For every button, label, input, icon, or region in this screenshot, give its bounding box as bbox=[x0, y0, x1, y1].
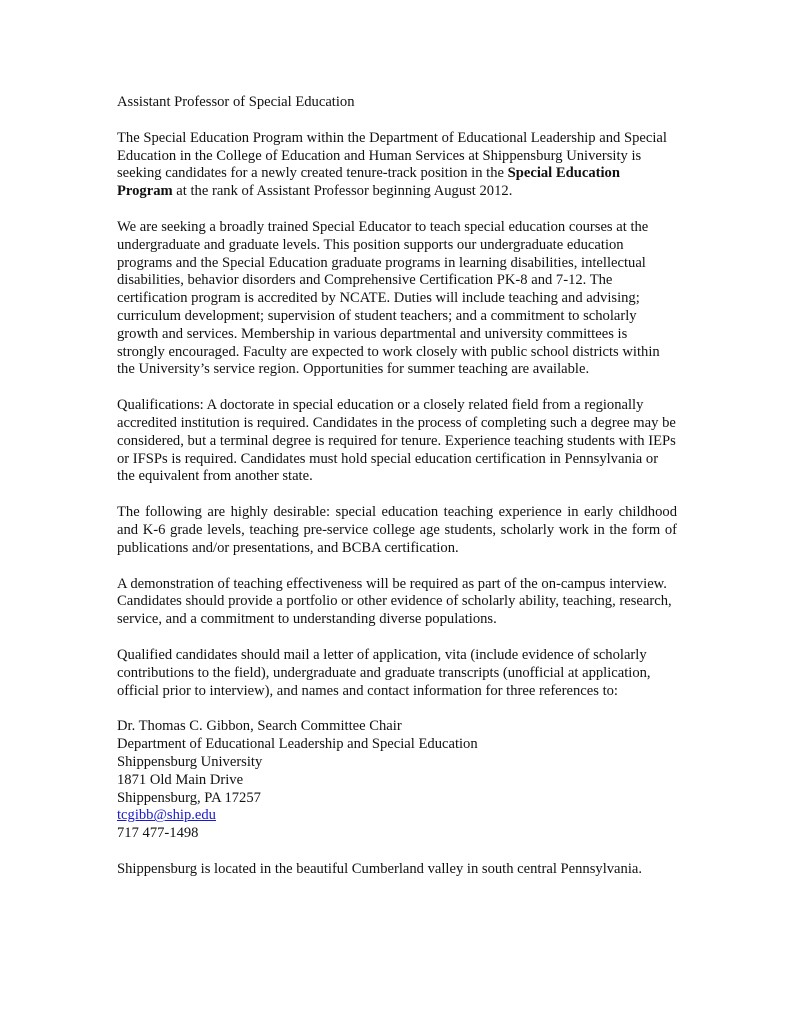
contact-city: Shippensburg, PA 17257 bbox=[117, 789, 261, 806]
closing-paragraph: Shippensburg is located in the beautiful Cumberland valley in south central Pennsylvania. bbox=[117, 860, 642, 877]
intro-program-name: Special Education Program bbox=[117, 165, 620, 200]
intro-paragraph bbox=[117, 130, 677, 201]
intro-text-before: The Special Education Program within the Department of Educational Leadership and Special Education in the College of Education and Human Services at Shippensburg University is seeking candidates for a newly created tenure-track position in the bbox=[117, 129, 667, 182]
contact-block bbox=[117, 718, 677, 843]
contact-name: Dr. Thomas C. Gibbon, Search Committee Chair bbox=[117, 718, 402, 735]
page-title: Assistant Professor of Special Education bbox=[117, 94, 355, 110]
desirable-paragraph: The following are highly desirable: special education teaching experience in early childhood and K-6 grade levels, teaching pre-service college age students, scholarly work in the form of publications and/or presentations, and BCBA certification. bbox=[117, 504, 677, 556]
intro-text-after: at the rank of Assistant Professor beginning August 2012. bbox=[172, 183, 513, 200]
contact-phone: 717 477-1498 bbox=[117, 825, 199, 842]
document-page bbox=[117, 94, 677, 897]
demonstration-paragraph: A demonstration of teaching effectiveness will be required as part of the on-campus interview. Candidates should provide a portfolio or other evidence of scholarly ability, teaching, research, service, and a commitment to understanding diverse populations. bbox=[117, 575, 672, 628]
contact-department: Department of Educational Leadership and Special Education bbox=[117, 736, 478, 753]
description-paragraph: We are seeking a broadly trained Special Educator to teach special education courses at the undergraduate and graduate levels. This position supports our undergraduate education programs and the Special Education graduate programs in learning disabilities, intellectual disabilities, behavior disorders and Comprehensive Certification PK-8 and 7-12. The certification program is accredited by NCATE. Duties will include teaching and advising; curriculum development; supervision of student teachers; and a commitment to scholarly growth and services. Membership in various departmental and university committees is strongly encouraged. Faculty are expected to work closely with public school districts within the University’s service region. Opportunities for summer teaching are available. bbox=[117, 218, 660, 378]
application-paragraph: Qualified candidates should mail a letter of application, vita (include evidence of scholarly contributions to the field), undergraduate and graduate transcripts (unofficial at application, official prior to interview), and names and contact information for three references to: bbox=[117, 646, 651, 699]
contact-street: 1871 Old Main Drive bbox=[117, 771, 244, 788]
qualifications-paragraph: Qualifications: A doctorate in special education or a closely related field from a regionally accredited institution is required. Candidates in the process of completing such a degree may be considered, but a terminal degree is required for tenure. Experience teaching students with IEPs or IFSPs is required. Candidates must hold special education certification in Pennsylvania or the equivalent from another state. bbox=[117, 397, 676, 485]
contact-institution: Shippensburg University bbox=[117, 753, 263, 770]
contact-email-link[interactable]: tcgibb@ship.edu bbox=[117, 807, 216, 824]
